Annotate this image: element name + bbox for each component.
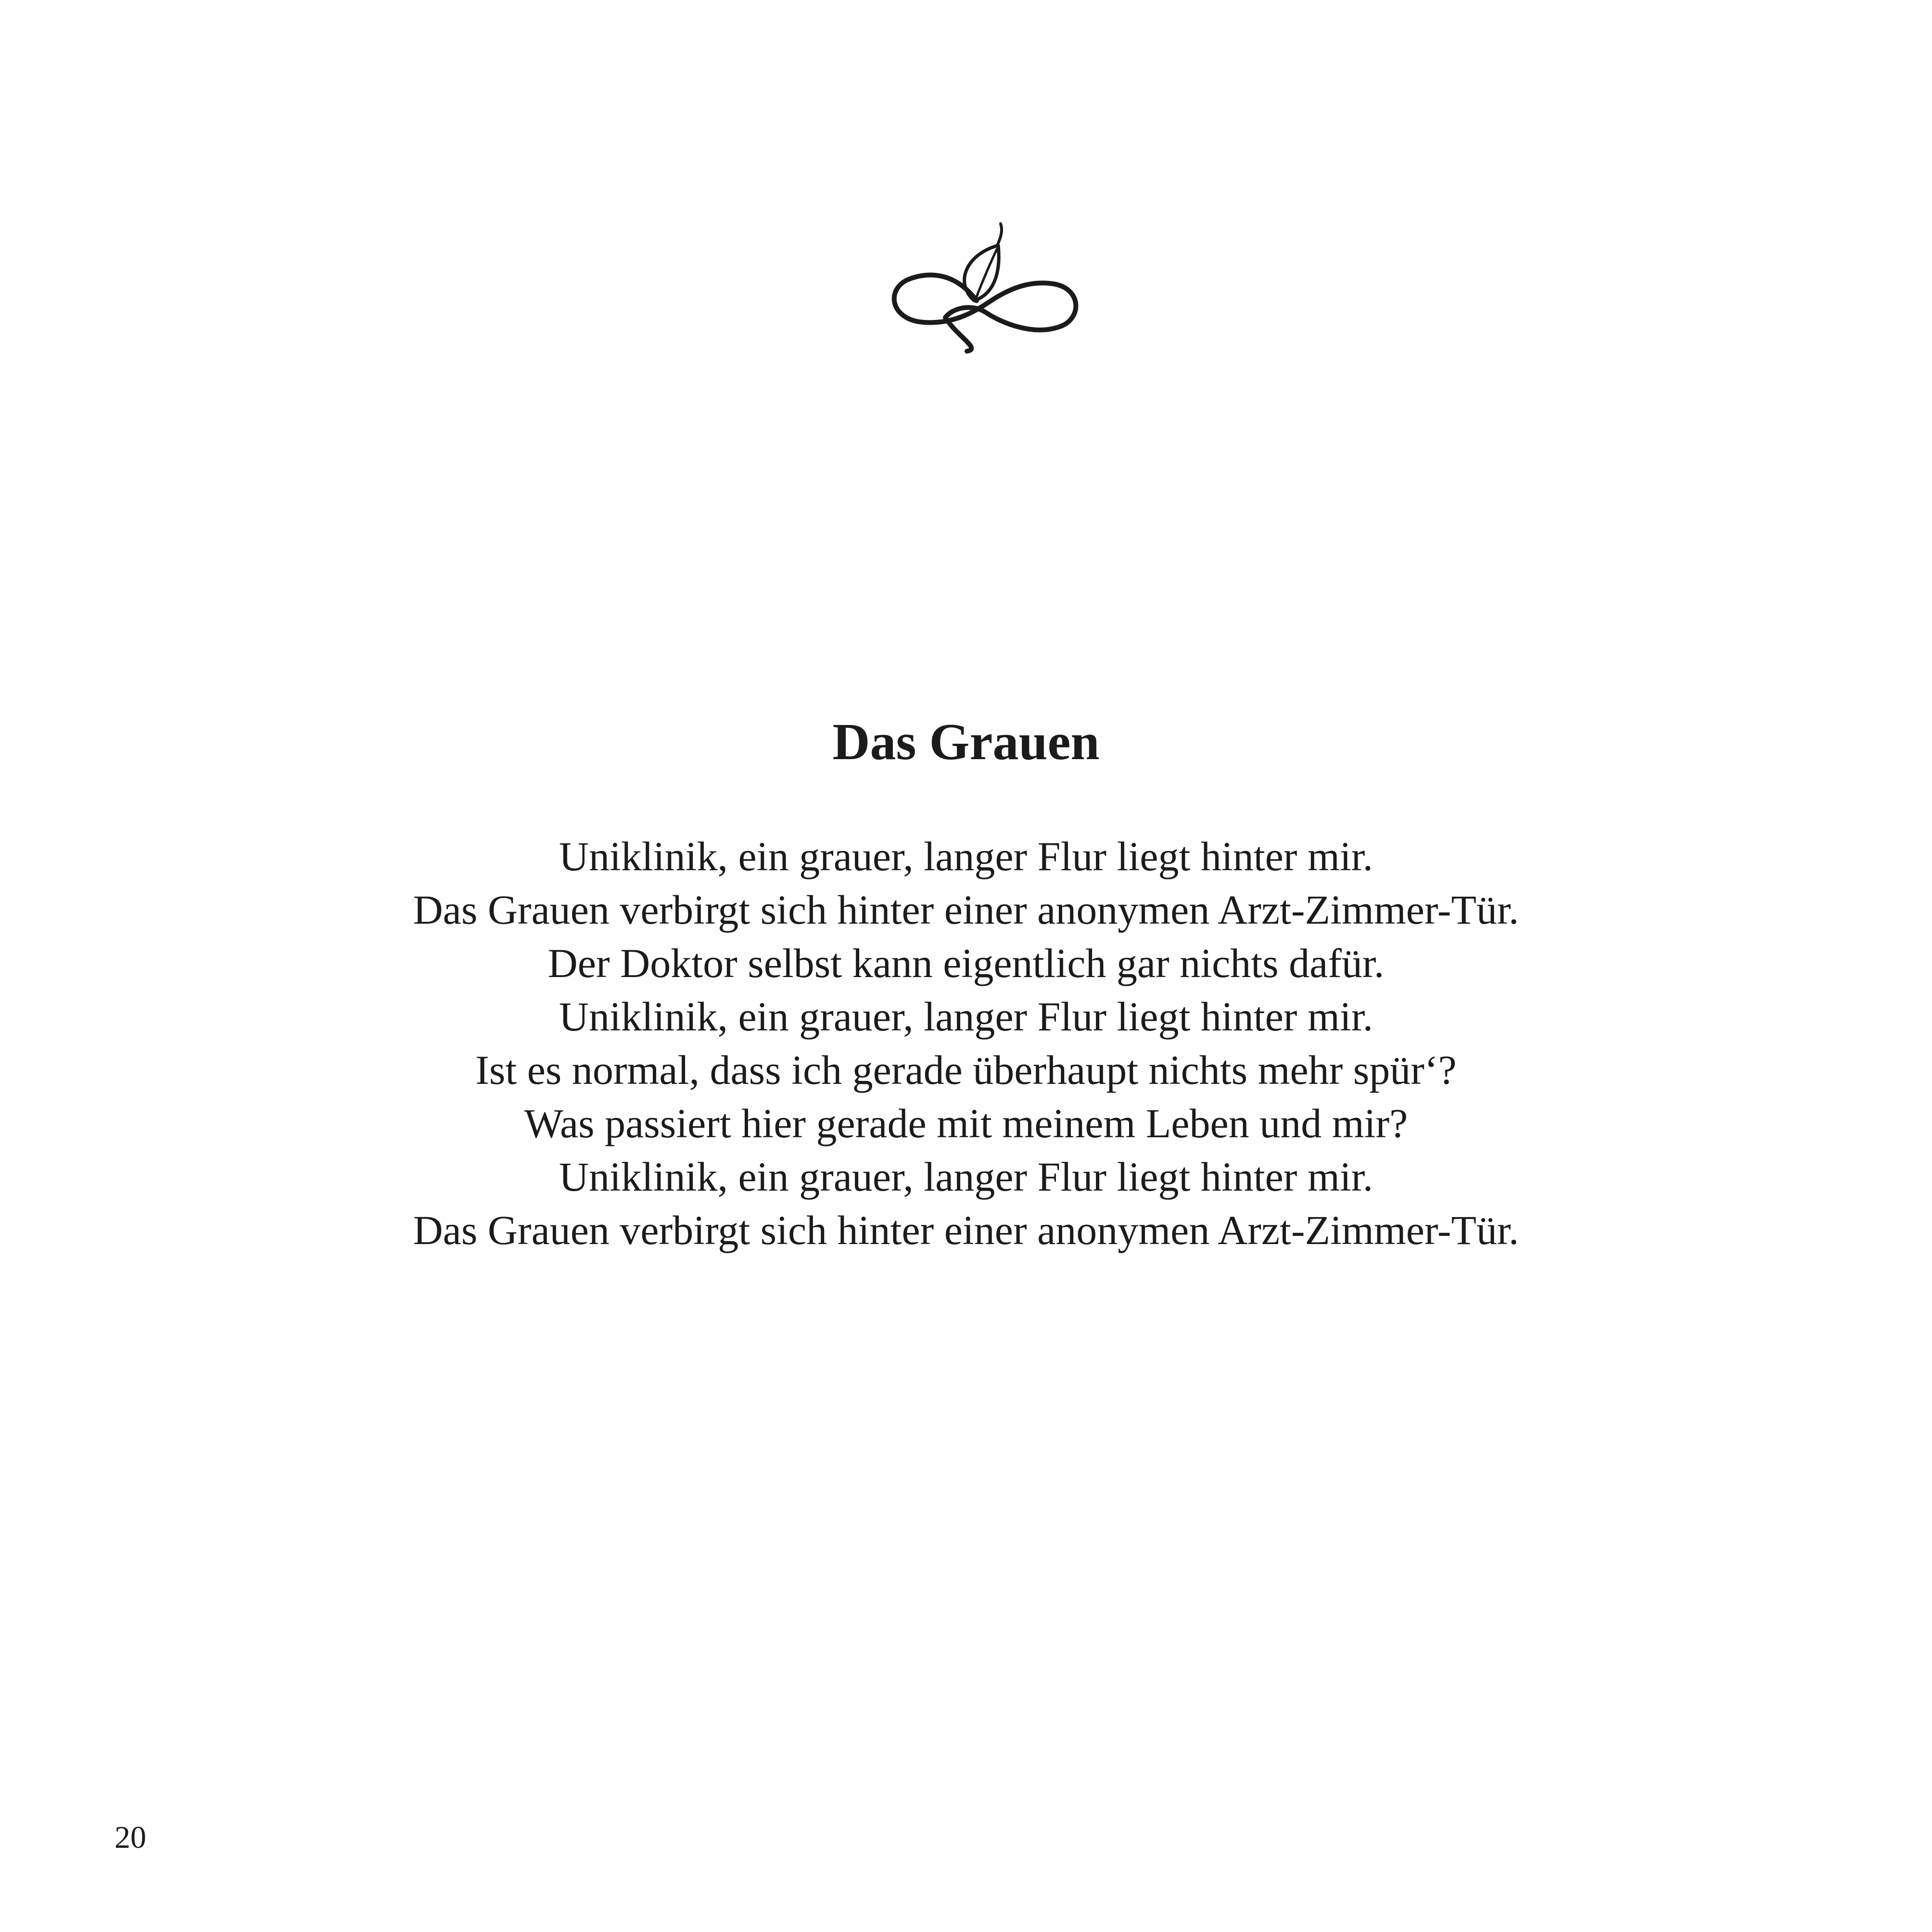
poem-title: Das Grauen: [832, 713, 1100, 771]
poem-line: Uniklinik, ein grauer, langer Flur liegt hinter mir.: [559, 993, 1373, 1040]
poem-line: Uniklinik, ein grauer, langer Flur liegt hinter mir.: [559, 833, 1373, 879]
page-number: 20: [114, 1820, 146, 1855]
infinity-leaf-flourish-icon: [856, 216, 1097, 361]
poem-line: Der Doktor selbst kann eigentlich gar nichts dafür.: [547, 940, 1385, 986]
poem-line: Was passiert hier gerade mit meinem Leben und mir?: [524, 1100, 1408, 1146]
poem-body: [0, 830, 1932, 1257]
poem-line: Ist es normal, dass ich gerade überhaupt nichts mehr spür‘?: [475, 1047, 1457, 1093]
poem-line: Das Grauen verbirgt sich hinter einer anonymen Arzt-Zimmer-Tür.: [413, 887, 1519, 933]
poem-line: Das Grauen verbirgt sich hinter einer anonymen Arzt-Zimmer-Tür.: [413, 1207, 1519, 1253]
poem-line: Uniklinik, ein grauer, langer Flur liegt hinter mir.: [559, 1154, 1373, 1200]
